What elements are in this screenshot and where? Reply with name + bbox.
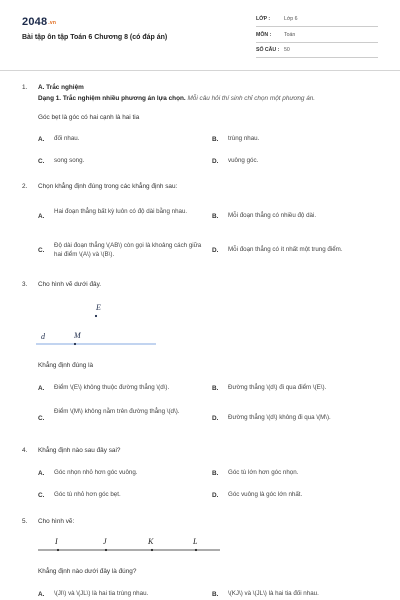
label-point-l: L xyxy=(193,537,198,546)
meta-value: Toán xyxy=(284,32,296,38)
option-label[interactable]: D. xyxy=(212,158,219,165)
option-label[interactable]: D. xyxy=(212,492,219,499)
label-point-i: I xyxy=(55,537,58,546)
option-label[interactable]: A. xyxy=(38,136,45,143)
option-label[interactable]: B. xyxy=(212,470,219,477)
option-text[interactable]: Góc vuông là góc lớn nhất. xyxy=(228,491,303,498)
option-text[interactable]: Góc tù nhỏ hơn góc bẹt. xyxy=(54,491,121,498)
option-label[interactable]: A. xyxy=(38,385,45,392)
option-text[interactable]: Mỗi đoạn thẳng có nhiều độ dài. xyxy=(228,212,317,219)
meta-value: Lớp 6 xyxy=(284,16,298,22)
option-label[interactable]: A. xyxy=(38,470,45,477)
option-text[interactable]: đối nhau. xyxy=(54,135,80,142)
label-point-j: J xyxy=(103,537,107,546)
logo-suffix-text: .vn xyxy=(48,20,57,26)
question-stem: Cho hình vẽ: xyxy=(38,518,75,525)
option-text[interactable]: \(JI\) và \(JL\) là hai tia trùng nhau. xyxy=(54,590,149,597)
option-label[interactable]: D. xyxy=(212,247,219,254)
section-instruction xyxy=(38,95,388,102)
option-text[interactable]: Góc nhọn nhỏ hơn góc vuông. xyxy=(54,469,138,476)
question-number: 2. xyxy=(22,183,28,190)
option-label[interactable]: B. xyxy=(212,213,219,220)
label-point-m: M xyxy=(74,331,81,340)
question-stem: Chọn khẳng định đúng trong các khẳng định sau: xyxy=(38,183,178,190)
option-text[interactable]: Góc tù lớn hơn góc nhọn. xyxy=(228,469,299,476)
point-i-dot xyxy=(57,549,59,551)
meta-row-class xyxy=(256,14,378,27)
option-label[interactable]: C. xyxy=(38,158,45,165)
option-text[interactable]: Hai đoạn thẳng bất kỳ luôn có độ dài bằng nhau. xyxy=(54,208,188,215)
option-text[interactable]: Độ dài đoạn thẳng \(AB\) còn gọi là khoảng cách giữa hai điểm \(A\) và \(B\). xyxy=(54,242,202,258)
option-text[interactable]: Đường thẳng \(d\) đi qua điểm \(E\). xyxy=(228,384,327,391)
document-title: Bài tập ôn tập Toán 6 Chương 8 (có đáp án) xyxy=(22,34,168,41)
section-note: Mỗi câu hỏi thí sinh chỉ chọn một phương án. xyxy=(187,95,316,102)
question-stem: Khẳng định nào sau đây sai? xyxy=(38,447,121,454)
document-header xyxy=(0,0,400,70)
figure-svg xyxy=(30,535,230,557)
option-text[interactable]: Đường thẳng \(d\) không đi qua \(M\). xyxy=(228,414,331,421)
header-divider xyxy=(0,70,400,71)
site-logo[interactable] xyxy=(22,16,56,28)
option-text[interactable]: trùng nhau. xyxy=(228,135,260,142)
option-label[interactable]: B. xyxy=(212,591,219,598)
figure-point-line xyxy=(30,300,170,350)
point-m-dot xyxy=(74,343,76,345)
question-sub: Khẳng định đúng là xyxy=(38,362,94,369)
meta-key: LỚP : xyxy=(256,16,271,22)
option-label[interactable]: A. xyxy=(38,591,45,598)
label-point-k: K xyxy=(148,537,154,546)
option-text[interactable]: Điểm \(E\) không thuộc đường thẳng \(d\). xyxy=(54,384,170,391)
meta-key: MÔN : xyxy=(256,32,272,38)
option-label[interactable]: C. xyxy=(38,415,45,422)
option-text[interactable]: vuông góc. xyxy=(228,157,259,164)
option-text[interactable]: Mỗi đoạn thẳng có ít nhất một trung điểm. xyxy=(228,246,343,253)
option-text[interactable]: \(KJ\) và \(JL\) là hai tia đối nhau. xyxy=(228,590,319,597)
option-label[interactable]: C. xyxy=(38,247,45,254)
question-number: 3. xyxy=(22,281,28,288)
option-label[interactable]: B. xyxy=(212,136,219,143)
question-number: 1. xyxy=(22,84,28,91)
point-e-dot xyxy=(95,315,97,317)
point-l-dot xyxy=(195,549,197,551)
figure-points-line xyxy=(30,535,230,557)
meta-key: SỐ CÂU : xyxy=(256,47,280,53)
question-number: 4. xyxy=(22,447,28,454)
option-label[interactable]: C. xyxy=(38,492,45,499)
question-number: 5. xyxy=(22,518,28,525)
option-label[interactable]: B. xyxy=(212,385,219,392)
question-sub: Khẳng định nào dưới đây là đúng? xyxy=(38,568,137,575)
option-text[interactable]: song song. xyxy=(54,157,85,164)
meta-row-count xyxy=(256,45,378,58)
meta-value: 50 xyxy=(284,47,290,53)
label-line-d: d xyxy=(41,332,45,341)
option-text[interactable]: Điểm \(M\) không nằm trên đường thẳng \(d\). xyxy=(54,408,180,415)
question-stem: Góc bẹt là góc có hai cạnh là hai tia xyxy=(38,114,140,121)
point-j-dot xyxy=(105,549,107,551)
section-type: Dạng 1. Trắc nghiệm nhiều phương án lựa chọn. xyxy=(38,95,186,102)
option-label[interactable]: D. xyxy=(212,415,219,422)
question-stem: Cho hình vẽ dưới đây. xyxy=(38,281,102,288)
logo-main-text: 2048 xyxy=(22,16,48,28)
label-point-e: E xyxy=(96,303,101,312)
option-label[interactable]: A. xyxy=(38,213,45,220)
section-title: A. Trắc nghiệm xyxy=(38,84,84,91)
point-k-dot xyxy=(151,549,153,551)
meta-row-subject xyxy=(256,30,378,43)
